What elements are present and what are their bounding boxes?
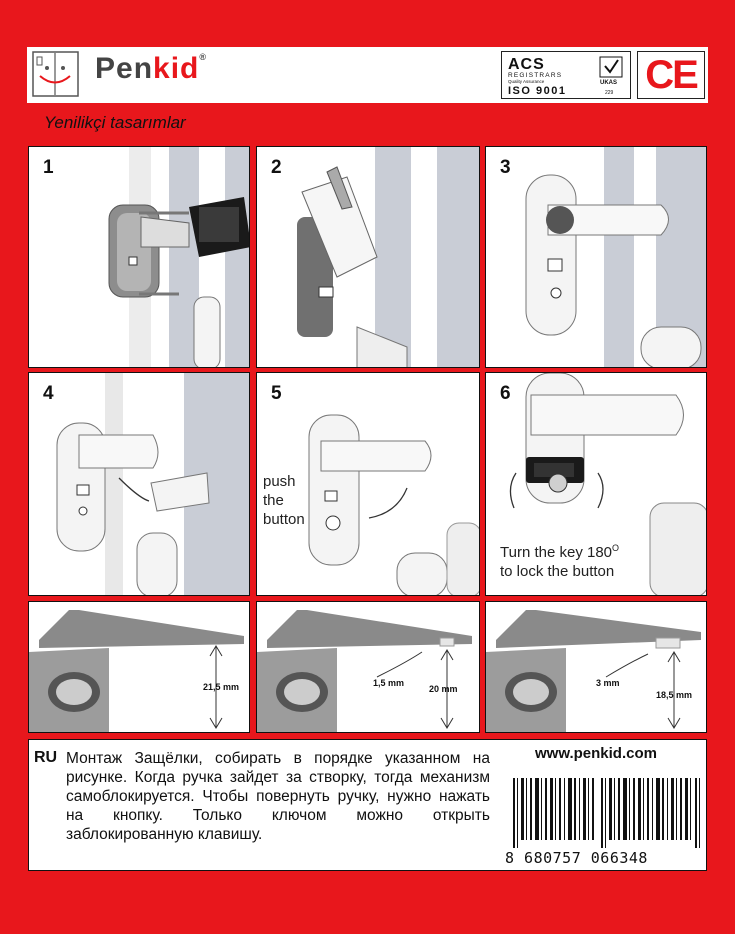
step-4-panel (28, 372, 250, 596)
gap-label: 1,5 mm (373, 678, 405, 688)
step-2-panel (256, 146, 480, 368)
ce-mark: CE (637, 51, 705, 99)
measurement-panel-1 (28, 601, 250, 733)
height-label: 18,5 mm (656, 690, 693, 700)
gap-label: 3 mm (596, 678, 620, 688)
cert-acs: ACS (508, 56, 545, 73)
cert-iso: ISO 9001 (508, 85, 567, 97)
step-number: 6 (500, 383, 511, 404)
cert-number: 229 (605, 90, 614, 96)
barcode-icon (513, 778, 703, 848)
caption-line: push (263, 473, 296, 490)
measurement-panel-2 (256, 601, 480, 733)
website-link[interactable]: www.penkid.com (535, 745, 657, 762)
cert-ukas: UKAS (600, 80, 618, 86)
measurement-illustration-1 (29, 602, 250, 733)
height-label: 20 mm (429, 684, 458, 694)
measurement-illustration-3 (486, 602, 707, 733)
step-number: 2 (271, 157, 282, 178)
barcode-number: 8 680757 066348 (505, 849, 648, 867)
instructions-box (28, 739, 707, 871)
step-number: 5 (271, 383, 282, 404)
header-bar (27, 47, 708, 103)
caption-line: to lock the button (500, 563, 615, 580)
instruction-text: Монтаж Защёлки, собирать в порядке указанном на рисунке. Когда ручка зайдет за створку, тогда механизм самоблокируется. Чтобы повернуть ручку, нужно нажать на кнопку. Только ключом можно открыть заблокированную клавишу. (66, 750, 490, 843)
step-3-panel (485, 146, 707, 368)
step-number: 4 (43, 383, 54, 404)
cert-registrars: REGISTRARS (508, 72, 563, 79)
step-2-illustration (257, 147, 480, 368)
step-3-illustration (486, 147, 707, 368)
language-code: RU (34, 749, 58, 766)
step-6-panel (485, 372, 707, 596)
measurement-illustration-2 (257, 602, 480, 733)
tagline: Yenilikçi tasarımlar (44, 113, 186, 132)
height-label: 21,5 mm (203, 682, 240, 692)
measurement-panel-3 (485, 601, 707, 733)
push-button-caption (263, 472, 305, 529)
step-number: 1 (43, 157, 54, 178)
step-5-panel (256, 372, 480, 596)
step-4-illustration (29, 373, 250, 596)
penkid-logo-icon (32, 51, 79, 97)
iso-certificate-badge (501, 51, 631, 99)
step-1-illustration (29, 147, 250, 368)
cert-quality: Quality Assurance (508, 79, 545, 84)
caption-line: button (263, 511, 305, 528)
caption-line: the (263, 492, 284, 509)
brand-name: Penkid® (95, 52, 208, 85)
caption-line: Turn the key $180^O$ (500, 543, 620, 561)
step-1-panel (28, 146, 250, 368)
turn-key-caption (500, 539, 619, 581)
step-number: 3 (500, 157, 511, 178)
